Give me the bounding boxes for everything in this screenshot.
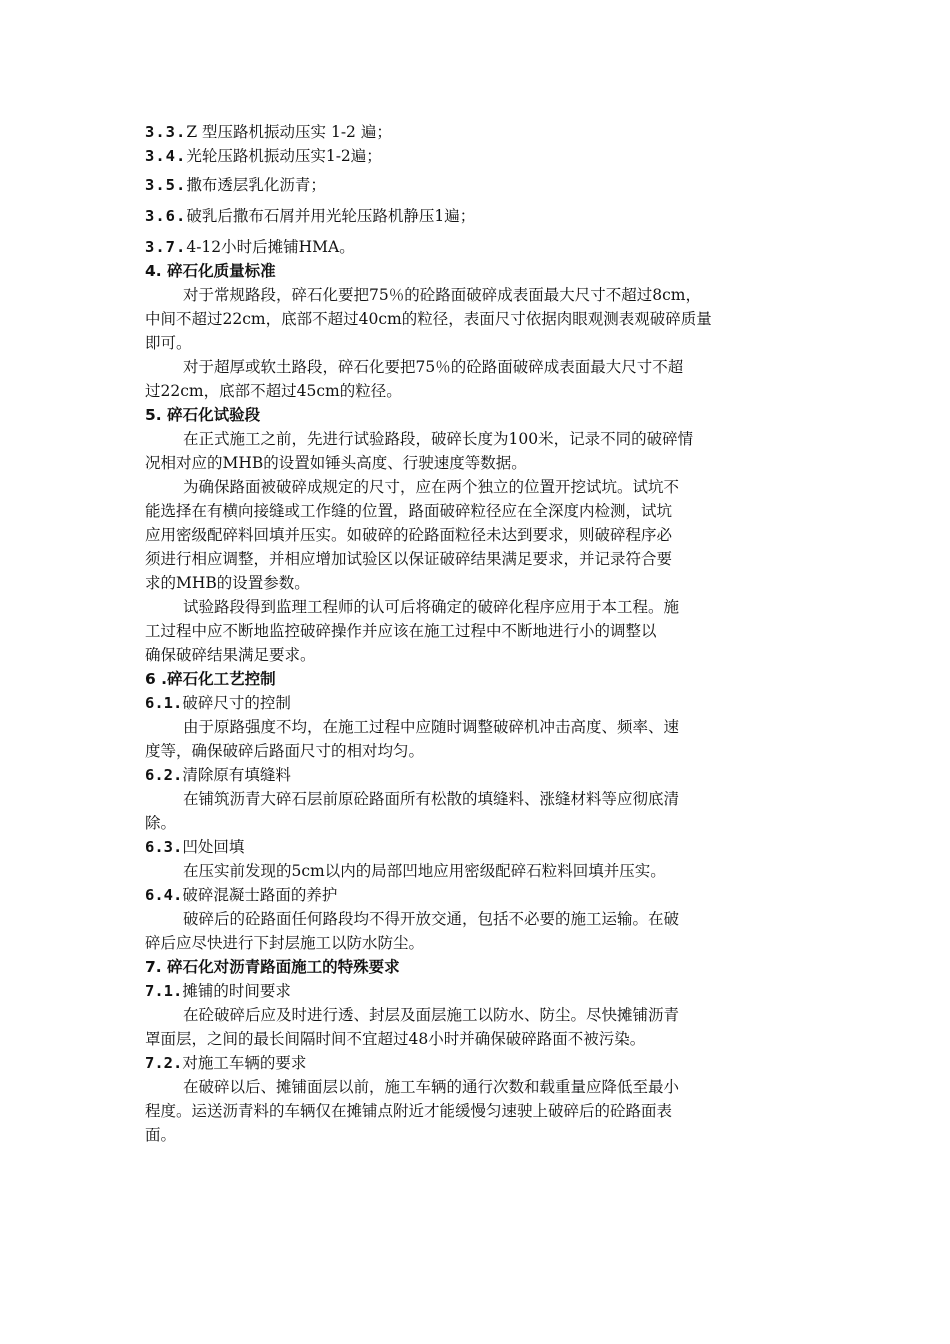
subsection-6-1-heading: 6.1.破碎尺寸的控制 <box>145 694 291 712</box>
step-3-4: 3.4.光轮压路机振动压实1-2遍； <box>145 147 382 165</box>
section-5-heading: 5. 碎石化试验段 <box>145 406 261 424</box>
paragraph-line: 在破碎以后、摊铺面层以前，施工车辆的通行次数和载重量应降低至最小 <box>183 1078 680 1096</box>
subsection-7-1-heading: 7.1.摊铺的时间要求 <box>145 982 291 1000</box>
step-3-6: 3.6.破乳后撒布石屑并用光轮压路机静压1遍； <box>145 207 476 225</box>
paragraph-line: 即可。 <box>145 334 192 352</box>
paragraph-line: 况相对应的MHB的设置如锤头高度、行驶速度等数据。 <box>145 454 527 472</box>
paragraph-line: 对于常规路段，碎石化要把75％的砼路面破碎成表面最大尺寸不超过8cm， <box>183 286 701 304</box>
paragraph-line: 应用密级配碎料回填并压实。如破碎的砼路面粒径未达到要求，则破碎程序必 <box>145 526 673 544</box>
paragraph-line: 能选择在有横向接缝或工作缝的位置，路面破碎粒径应在全深度内检测，试坑 <box>145 502 673 520</box>
paragraph-line: 罩面层，之间的最长间隔时间不宜超过48小时并确保破碎路面不被污染。 <box>145 1030 646 1048</box>
paragraph-line: 在压实前发现的5cm以内的局部凹地应用密级配碎石粒料回填并压实。 <box>183 862 666 880</box>
paragraph-line: 过22cm，底部不超过45cm的粒径。 <box>145 382 402 400</box>
paragraph-line: 工过程中应不断地监控破碎操作并应该在施工过程中不断地进行小的调整以 <box>145 622 657 640</box>
paragraph-line: 面。 <box>145 1126 177 1144</box>
paragraph-line: 在铺筑沥青大碎石层前原砼路面所有松散的填缝料、涨缝材料等应彻底清 <box>183 790 680 808</box>
step-3-5: 3.5.撒布透层乳化沥青； <box>145 176 326 194</box>
paragraph-line: 度等，确保破碎后路面尺寸的相对均匀。 <box>145 742 425 760</box>
subsection-6-4-heading: 6.4.破碎混凝士路面的养护 <box>145 886 338 904</box>
step-3-3: 3.3.Z 型压路机振动压实 1-2 遍； <box>145 123 392 141</box>
paragraph-line: 为确保路面被破碎成规定的尺寸，应在两个独立的位置开挖试坑。试坑不 <box>183 478 680 496</box>
section-6-heading: 6 .碎石化工艺控制 <box>145 670 276 688</box>
paragraph-line: 求的MHB的设置参数。 <box>145 574 310 592</box>
section-7-heading: 7. 碎石化对沥青路面施工的特殊要求 <box>145 958 400 976</box>
subsection-7-2-heading: 7.2.对施工车辆的要求 <box>145 1054 307 1072</box>
section-4-heading: 4. 碎石化质量标准 <box>145 262 276 280</box>
paragraph-line: 试验路段得到监理工程师的认可后将确定的破碎化程序应用于本工程。施 <box>183 598 680 616</box>
paragraph-line: 中间不超过22cm，底部不超过40cm的粒径，表面尺寸依据肉眼观测表观破碎质量 <box>145 310 712 328</box>
subsection-6-2-heading: 6.2.清除原有填缝料 <box>145 766 291 784</box>
paragraph-line: 程度。运送沥青料的车辆仅在摊铺点附近才能缓慢匀速驶上破碎后的砼路面表 <box>145 1102 673 1120</box>
paragraph-line: 碎后应尽快进行下封层施工以防水防尘。 <box>145 934 425 952</box>
paragraph-line: 在砼破碎后应及时进行透、封层及面层施工以防水、防尘。尽快摊铺沥青 <box>183 1006 680 1024</box>
paragraph-line: 确保破碎结果满足要求。 <box>145 646 316 664</box>
paragraph-line: 须进行相应调整，并相应增加试验区以保证破碎结果满足要求，并记录符合要 <box>145 550 673 568</box>
paragraph-line: 由于原路强度不均，在施工过程中应随时调整破碎机冲击高度、频率、速 <box>183 718 680 736</box>
paragraph-line: 在正式施工之前，先进行试验路段，破碎长度为100米，记录不同的破碎情 <box>183 430 694 448</box>
paragraph-line: 破碎后的砼路面任何路段均不得开放交通，包括不必要的施工运输。在破 <box>183 910 680 928</box>
paragraph-line: 除。 <box>145 814 177 832</box>
paragraph-line: 对于超厚或软土路段，碎石化要把75％的砼路面破碎成表面最大尺寸不超 <box>183 358 684 376</box>
step-3-7: 3.7.4-12小时后摊铺HMA。 <box>145 238 355 256</box>
document-page <box>145 120 800 1147</box>
subsection-6-3-heading: 6.3.凹处回填 <box>145 838 245 856</box>
